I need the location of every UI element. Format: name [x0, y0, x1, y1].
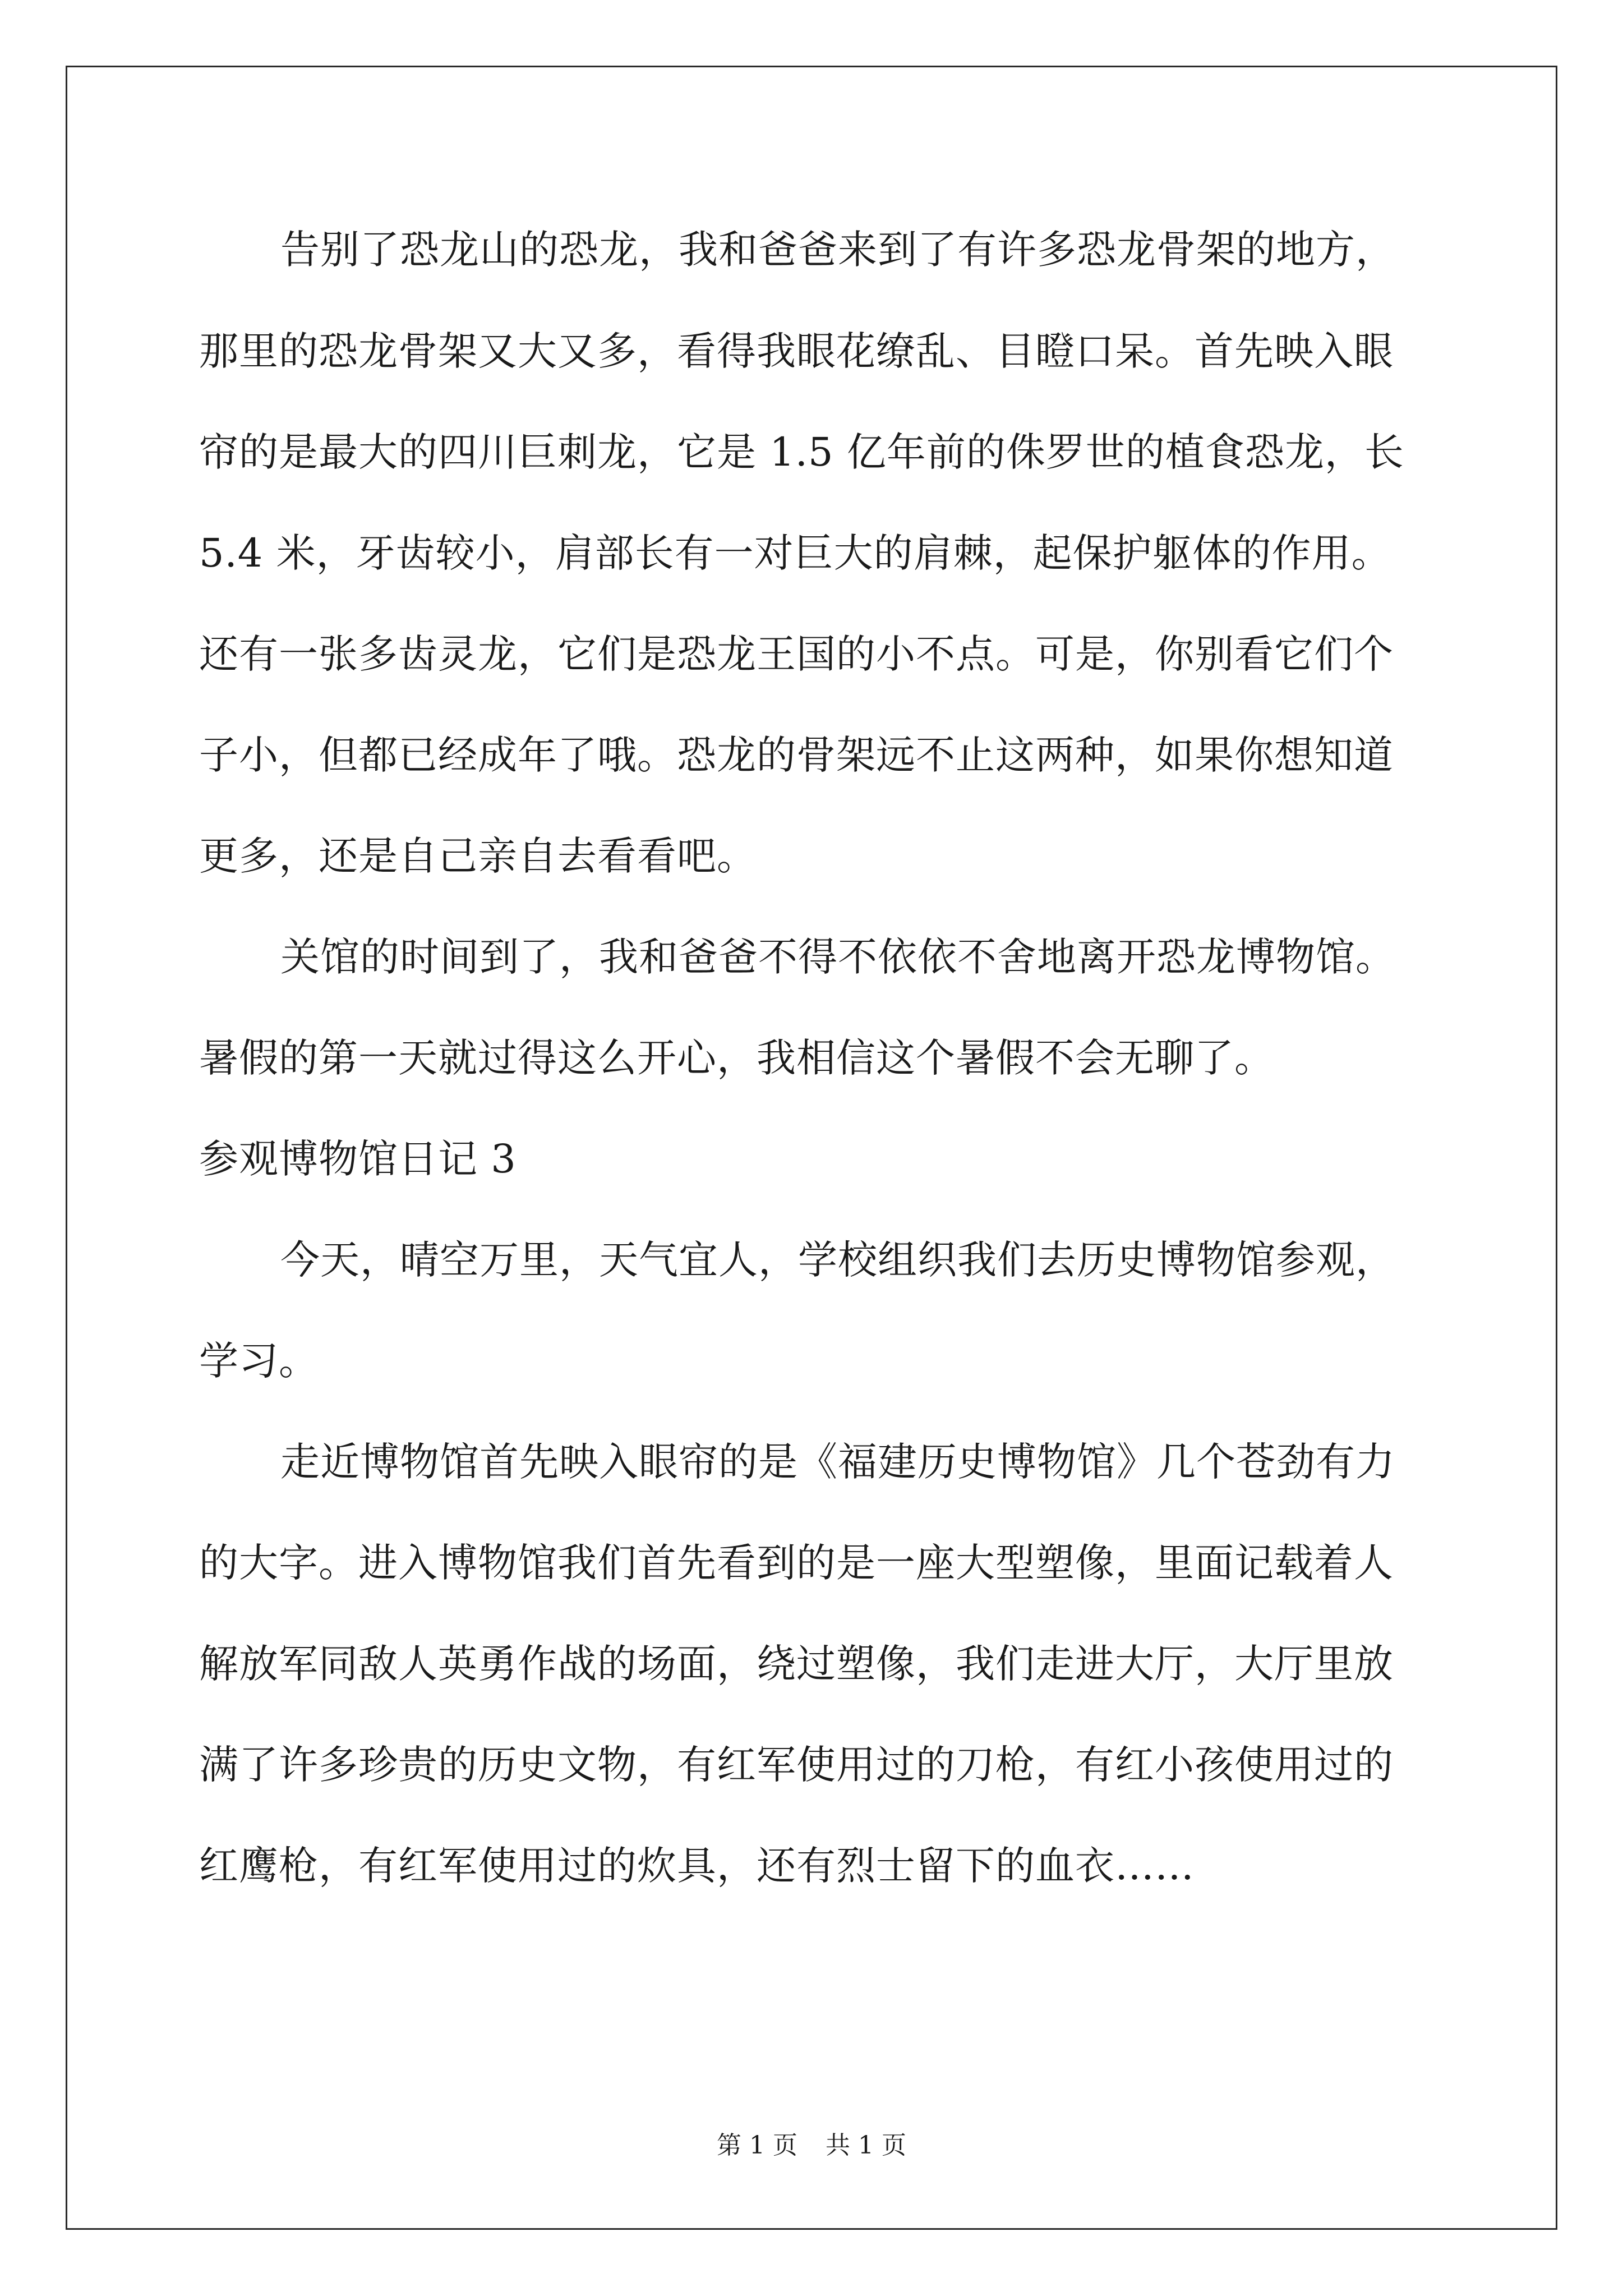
- paragraph-2-line-1: 关馆的时间到了，我和爸爸不得不依依不舍地离开恐龙博物馆。: [280, 934, 1395, 980]
- paragraph-4-line-5: 红鹰枪，有红军使用过的炊具，还有烈士留下的血衣……: [199, 1843, 1195, 1889]
- paragraph-1-line-7: 更多，还是自己亲自去看看吧。: [199, 833, 757, 879]
- paragraph-1-line-3: 帘的是最大的四川巨刺龙，它是 1.5 亿年前的侏罗世的植食恐龙，长: [199, 429, 1404, 475]
- paragraph-4-line-2: 的大字。进入博物馆我们首先看到的是一座大型塑像，里面记载着人: [199, 1540, 1394, 1586]
- paragraph-1-line-5: 还有一张多齿灵龙，它们是恐龙王国的小不点。可是，你别看它们个: [199, 631, 1394, 677]
- paragraph-4-line-1: 走近博物馆首先映入眼帘的是《福建历史博物馆》几个苍劲有力: [280, 1439, 1395, 1485]
- section-heading: 参观博物馆日记 3: [199, 1136, 517, 1182]
- paragraph-3-line-2: 学习。: [199, 1338, 319, 1384]
- paragraph-3-line-1: 今天，晴空万里，天气宜人，学校组织我们去历史博物馆参观，: [280, 1237, 1395, 1283]
- paragraph-2-line-2: 暑假的第一天就过得这么开心，我相信这个暑假不会无聊了。: [199, 1035, 1274, 1081]
- paragraph-1-line-6: 子小，但都已经成年了哦。恐龙的骨架远不止这两种，如果你想知道: [199, 732, 1394, 778]
- page-number: 第 1 页: [717, 2131, 797, 2160]
- page-footer: [0, 2125, 1623, 2161]
- paragraph-4-line-4: 满了许多珍贵的历史文物，有红军使用过的刀枪，有红小孩使用过的: [199, 1742, 1394, 1788]
- paragraph-1-line-1: 告别了恐龙山的恐龙，我和爸爸来到了有许多恐龙骨架的地方，: [280, 227, 1395, 273]
- page-total: 共 1 页: [826, 2131, 906, 2160]
- paragraph-1-line-2: 那里的恐龙骨架又大又多，看得我眼花缭乱、目瞪口呆。首先映入眼: [199, 328, 1394, 374]
- paragraph-1-line-4: 5.4 米，牙齿较小，肩部长有一对巨大的肩棘，起保护躯体的作用。: [199, 530, 1391, 576]
- paragraph-4-line-3: 解放军同敌人英勇作战的场面，绕过塑像，我们走进大厅，大厅里放: [199, 1641, 1394, 1687]
